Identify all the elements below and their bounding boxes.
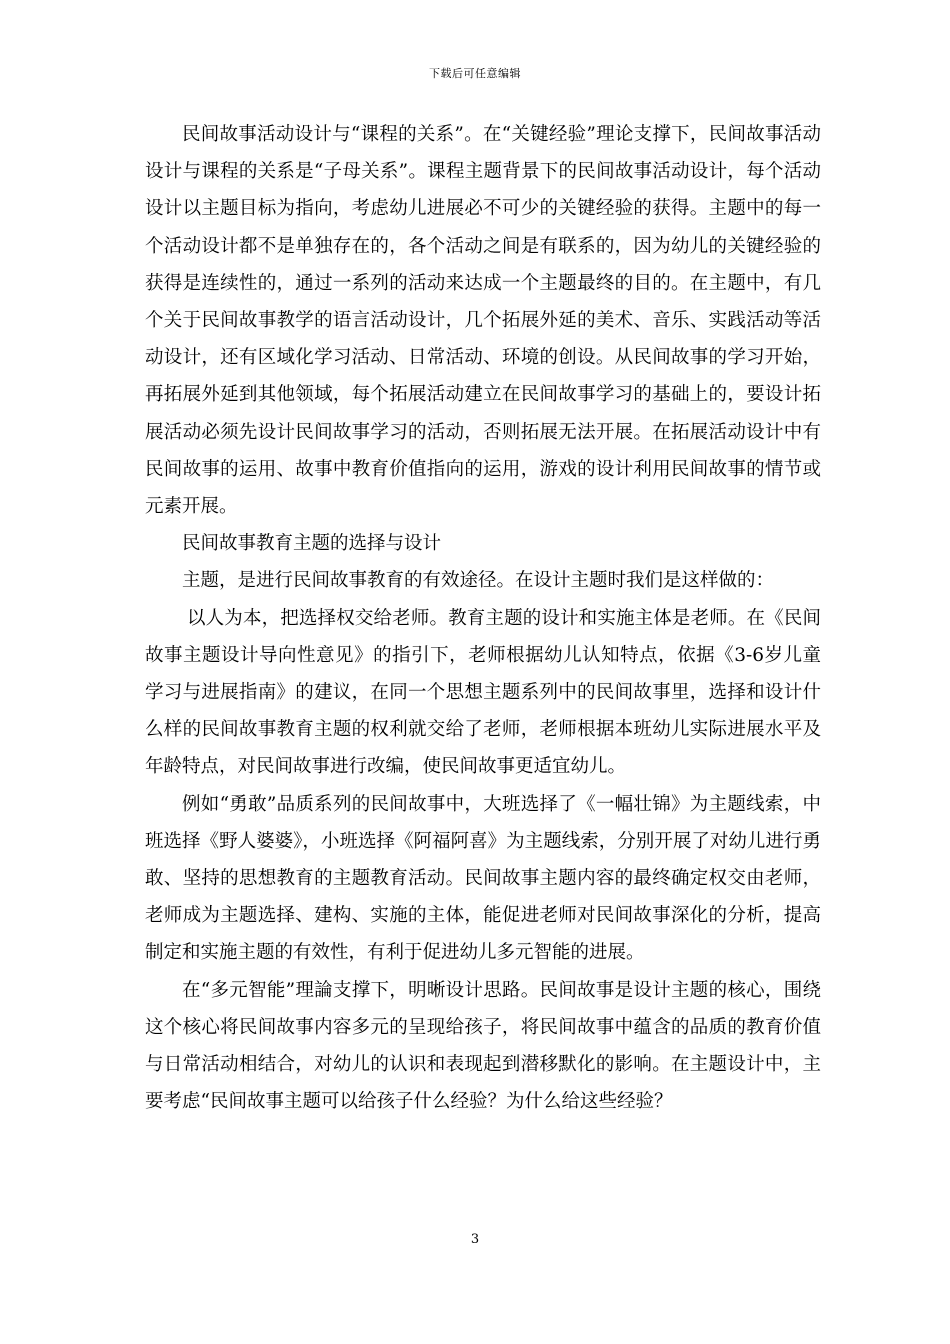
- page-header-note: 下载后可任意编辑: [429, 67, 521, 80]
- paragraph-bravery-example: 例如“勇敢”品质系列的民间故事中，大班选择了《一幅壮锦》为主题线索，中班选择《野人婆婆》，小班选择《阿福阿喜》为主题线索，分别开展了对幼儿进行勇敢、坚持的思想教育的主题教育活动。民间故事主题内容的最终确定权交由老师，老师成为主题选择、建构、实施的主体，能促进老师对民间故事深化的分析，提高制定和实施主题的有效性，有利于促进幼儿多元智能的进展。: [145, 793, 821, 964]
- paragraph-people-oriented: 以人为本，把选择权交给老师。教育主题的设计和实施主体是老师。在《民间故事主题设计导向性意见》的指引下，老师根据幼儿认知特点，依据《3-6岁儿童学习与进展指南》的建议，在同一个思想主题系列中的民间故事里，选择和设计什么样的民间故事教育主题的权利就交给了老师，老师根据本班幼儿实际进展水平及年龄特点，对民间故事进行改编，使民间故事更适宜幼儿。: [145, 607, 821, 778]
- section-heading-theme-selection: 民间故事教育主题的选择与设计: [182, 533, 442, 555]
- page-number: 3: [470, 1232, 480, 1247]
- paragraph-theme-intro: 主题，是进行民间故事教育的有效途径。在设计主题时我们是这样做的：: [182, 570, 775, 592]
- paragraph-multiple-intelligences: 在“多元智能”理論支撑下，明晰设计思路。民间故事是设计主题的核心，围绕这个核心将民间故事内容多元的呈现给孩子，将民间故事中蕴含的品质的教育价值与日常活动相结合，对幼儿的认识和表现起到潜移默化的影响。在主题设计中，主要考虑“民间故事主题可以给孩子什么经验？为什么给这些经验？: [145, 979, 821, 1113]
- document-body: [145, 116, 821, 1120]
- paragraph-curriculum-relation: 民间故事活动设计与“课程的关系”。在“关键经验”理论支撑下，民间故事活动设计与课程的关系是“子母关系”。课程主题背景下的民间故事活动设计，每个活动设计以主题目标为指向，考虑幼儿进展必不可少的关键经验的获得。主题中的每一个活动设计都不是单独存在的，各个活动之间是有联系的，因为幼儿的关键经验的获得是连续性的，通过一系列的活动来达成一个主题最终的目的。在主题中，有几个关于民间故事教学的语言活动设计，几个拓展外延的美术、音乐、实践活动等活动设计，还有区域化学习活动、日常活动、环境的创设。从民间故事的学习开始，再拓展外延到其他领域，每个拓展活动建立在民间故事学习的基础上的，要设计拓展活动必须先设计民间故事学习的活动，否则拓展无法开展。在拓展活动设计中有民间故事的运用、故事中教育价值指向的运用，游戏的设计利用民间故事的情节或元素开展。: [145, 124, 821, 518]
